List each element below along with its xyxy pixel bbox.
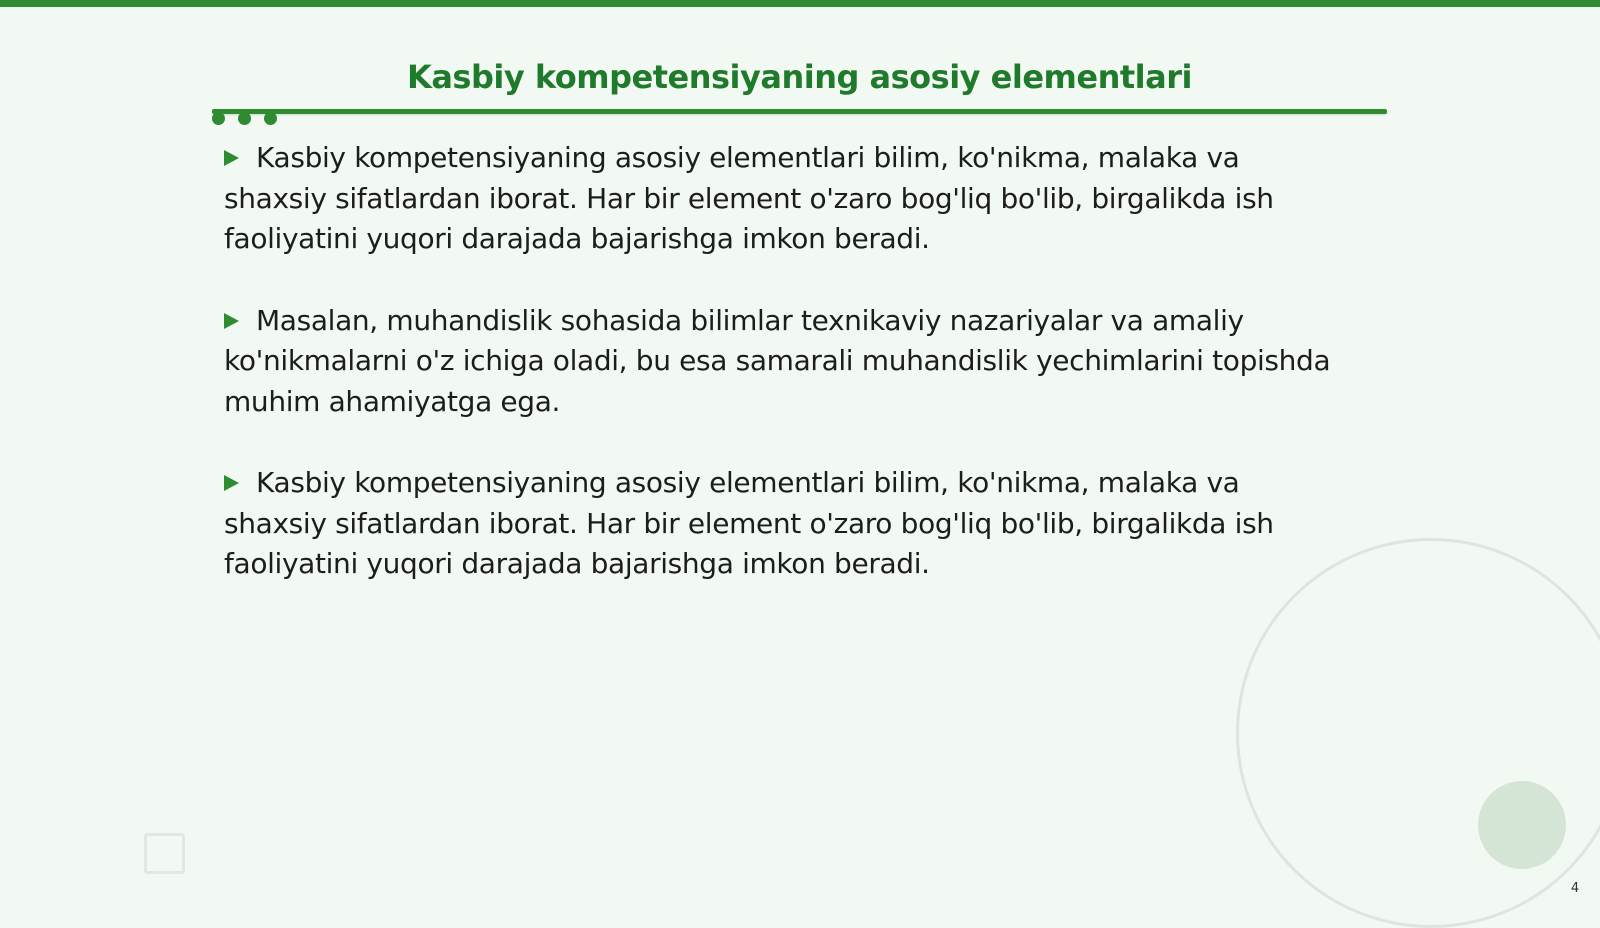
bullet-text-2: Masalan, muhandislik sohasida bilimlar texnikaviy nazariyalar va amaliy ko'nikmalarni o'z ichiga oladi, bu esa samarali muhandislik yechimlarini topishda muhim ahamiyatga ega. <box>224 303 1331 418</box>
triangle-right-icon <box>224 150 239 166</box>
top-accent-bar <box>0 0 1600 7</box>
bullet-item-3 <box>224 463 1344 585</box>
decorative-ring <box>1236 538 1600 928</box>
underline-dot-1 <box>212 112 225 125</box>
underline-dot-3 <box>264 112 277 125</box>
decorative-square <box>144 833 185 874</box>
bullet-text-1: Kasbiy kompetensiyaning asosiy elementlari bilim, ko'nikma, malaka va shaxsiy sifatlardan iborat. Har bir element o'zaro bog'liq bo'lib, birgalikda ish faoliyatini yuqori darajada bajarishga imkon beradi. <box>224 141 1274 255</box>
page-number: 4 <box>1570 881 1580 896</box>
bullet-item-1 <box>224 138 1344 260</box>
decorative-circle <box>1478 781 1566 869</box>
bullet-list <box>224 138 1344 626</box>
slide-title: Kasbiy kompetensiyaning asosiy elementlari <box>407 58 1192 96</box>
bullet-text-3: Kasbiy kompetensiyaning asosiy elementlari bilim, ko'nikma, malaka va shaxsiy sifatlardan iborat. Har bir element o'zaro bog'liq bo'lib, birgalikda ish faoliyatini yuqori darajada bajarishga imkon beradi. <box>224 466 1274 580</box>
bullet-item-2 <box>224 301 1344 423</box>
underline-dot-2 <box>238 112 251 125</box>
triangle-right-icon <box>224 313 239 329</box>
title-underline <box>212 109 1387 114</box>
triangle-right-icon <box>224 475 239 491</box>
